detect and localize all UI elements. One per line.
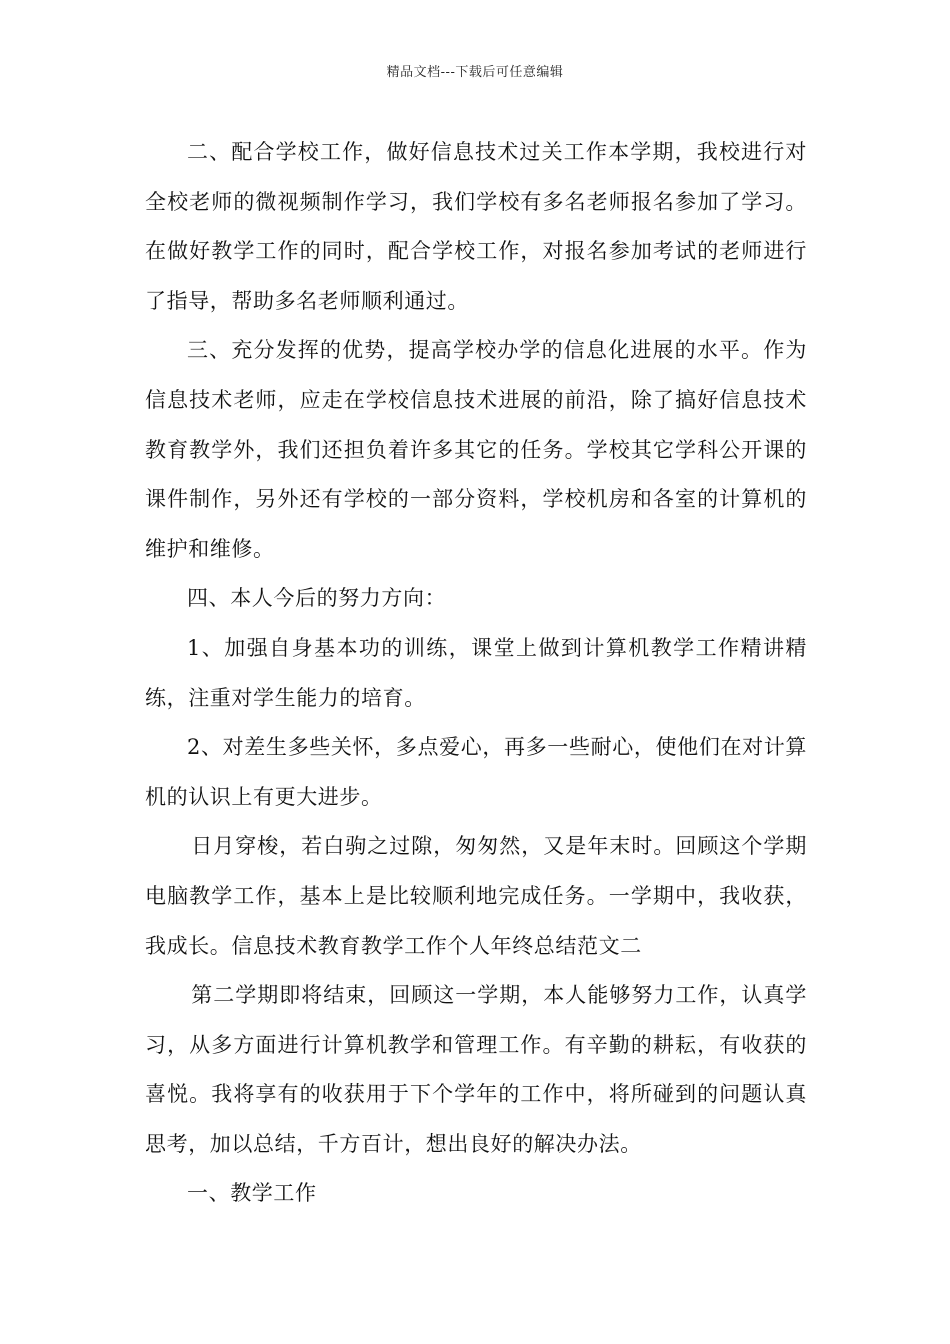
- document-body: [145, 128, 807, 1219]
- section-heading-teaching-work: 一、教学工作: [187, 1181, 317, 1206]
- paragraph-second-semester: 第二学期即将结束，回顾这一学期，本人能够努力工作，认真学习，从多方面进行计算机教学和管理工作。有辛勤的耕耘，有收获的喜悦。我将享有的收获用于下个学年的工作中，将所碰到的问题认真思考，加以总结，千方百计，想出良好的解决办法。: [145, 983, 807, 1156]
- page-header: 精品文档---下载后可任意编辑: [386, 65, 564, 80]
- paragraph-future-direction-heading: 四、本人今后的努力方向：: [187, 586, 447, 611]
- paragraph-direction-item-2: 2、对差生多些关怀，多点爱心，再多一些耐心，使他们在对计算机的认识上有更大进步。: [145, 735, 807, 809]
- paragraph-informatization: 三、充分发挥的优势，提高学校办学的信息化进展的水平。作为信息技术老师，应走在学校信息技术进展的前沿，除了搞好信息技术教育教学外，我们还担负着许多其它的任务。学校其它学科公开课的课件制作，另外还有学校的一部分资料，学校机房和各室的计算机的维护和维修。: [145, 338, 807, 561]
- paragraph-cooperate-school-work: 二、配合学校工作，做好信息技术过关工作本学期，我校进行对全校老师的微视频制作学习，我们学校有多名老师报名参加了学习。在做好教学工作的同时，配合学校工作，对报名参加考试的老师进行了指导，帮助多名老师顺利通过。: [145, 140, 807, 313]
- paragraph-semester-review: 日月穿梭，若白驹之过隙，匆匆然，又是年末时。回顾这个学期电脑教学工作，基本上是比较顺利地完成任务。一学期中，我收获，我成长。信息技术教育教学工作个人年终总结范文二: [145, 834, 807, 958]
- paragraph-direction-item-1: 1、加强自身基本功的训练，课堂上做到计算机教学工作精讲精练，注重对学生能力的培育。: [145, 635, 807, 710]
